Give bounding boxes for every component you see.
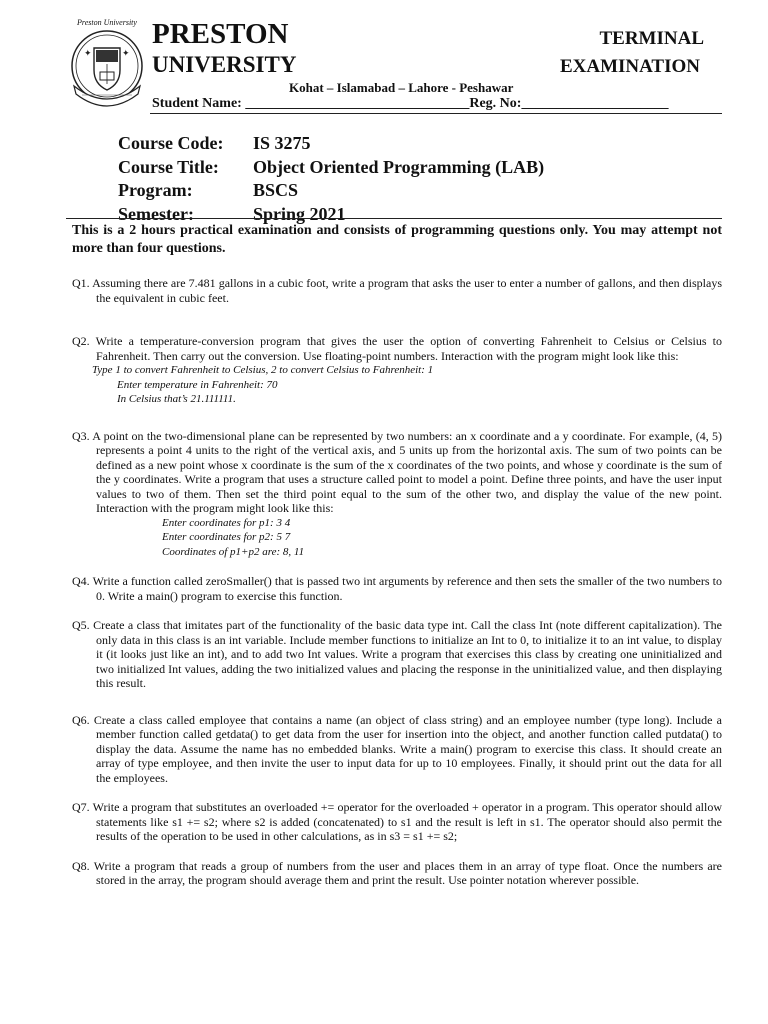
sample-output-line: In Celsius that’s 21.111111. — [117, 393, 236, 405]
question-text: Create a class called employee that contains a name (an object of class string) and an employee number (type long). Include a member function called getdata() to get data from the user for insertion into the object, and another function called putdata() to display the data. Assume the name has no embedded blanks. Write a main() program to exercise this class. It should create an array of type employee, and then invite the user to input data for up to 10 employees. Finally, it should print out the data for all the employees. — [93, 712, 723, 785]
course-code-value: IS 3275 — [253, 133, 311, 153]
question-6 — [72, 713, 722, 786]
question-4 — [72, 574, 722, 603]
question-1 — [72, 276, 722, 305]
course-title-label: Course Title: — [118, 156, 219, 177]
question-8 — [72, 859, 722, 888]
logo-caption: Preston University — [77, 18, 137, 27]
question-text: Write a temperature-conversion program that gives the user the option of converting Fahrenheit to Celsius or Celsius to Fahrenheit. Then carry out the conversion. Use floating-point numbers. Interaction with the program might look like this: — [95, 334, 722, 363]
question-text: Write a function called zeroSmaller() that is passed two int arguments by reference and then sets the smaller of the two numbers to 0. Write a main() program to exercise this function. — [92, 574, 722, 603]
brand-name-preston: PRESTON — [152, 18, 289, 50]
brand-name-university: UNIVERSITY — [152, 52, 297, 77]
exam-instructions: This is a 2 hours practical examination and consists of programming questions only. You may attempt not more than four questions. — [72, 223, 722, 256]
exam-type-line1: TERMINAL — [599, 28, 704, 49]
question-text: A point on the two-dimensional plane can be represented by two numbers: an x coordinate and a y coordinate. For example, (4, 5) represents a point 4 units to the right of the vertical axis, and 5 units up from the horizontal axis. The sum of two points can be defined as a new point whose x coordinate is the sum of the x coordinates of the two points, and whose y coordinate is the sum of the y coordinates. Write a program that uses a structure called point to model a point. Define three points, and have the user input values to two of them. Then set the third point equal to the sum of the other two, and display the value of the new point. Interaction with the program might look like this: — [92, 428, 722, 515]
student-name-field: ________________________________ — [245, 96, 470, 111]
sample-output-line: Enter temperature in Fahrenheit: 70 — [117, 378, 278, 391]
reg-no-field: _____________________ — [521, 96, 669, 111]
question-2 — [72, 334, 722, 407]
svg-text:✦: ✦ — [84, 48, 92, 58]
question-number: Q7. — [72, 800, 90, 814]
question-number: Q2. — [72, 334, 90, 348]
question-number: Q8. — [72, 858, 90, 873]
course-title-row — [118, 156, 544, 180]
question-3 — [72, 429, 722, 560]
question-number: Q5. — [72, 618, 90, 632]
question-text: Write a program that substitutes an overloaded += operator for the overloaded + operator in a program. This operator should allow statements like s1 += s2; where s2 is added (concatenated) to s1 and the result is left in s1. The operator should also permit the results of the operation to be used in other calculations, as in s3 = s1 += s2; — [92, 800, 722, 843]
semester-label: Semester: — [118, 203, 194, 224]
program-label: Program: — [118, 180, 193, 200]
question-text: Create a class that imitates part of the functionality of the basic data type int. Call the class Int (note different capitalization). The only data in this class is an int variable. Include member functions to initialize an Int to 0, to initialize it to an int value, to display it (it looks just like an int), and to add two Int values. Write a program that exercises this class by creating one uninitialized and two initialized Int values, adding the two initialized values and placing the response in the uninitialized value, and then displaying this result. — [93, 618, 723, 690]
sample-output-line: Coordinates of p1+p2 are: 8, 11 — [162, 545, 305, 558]
question-text: Assuming there are 7.481 gallons in a cubic foot, write a program that asks the user to enter a number of gallons, and then displays the equivalent in cubic feet. — [92, 276, 723, 305]
svg-text:✦: ✦ — [122, 48, 130, 58]
sample-output-line: Enter coordinates for p1: 3 4 — [162, 516, 291, 529]
course-code-label: Course Code: — [118, 133, 224, 153]
student-info-line — [152, 96, 668, 112]
header-divider — [150, 113, 722, 114]
university-logo — [66, 18, 148, 110]
question-text: Write a program that reads a group of numbers from the user and places them in an array of type float. Once the numbers are stored in the array, the program should average them and print the result. Use pointer notation wherever possible. — [93, 858, 722, 887]
question-number: Q3. — [72, 428, 90, 443]
question-7 — [72, 800, 722, 844]
question-number: Q6. — [72, 712, 90, 727]
campus-list: Kohat – Islamabad – Lahore - Peshawar — [289, 80, 514, 95]
course-title-value: Object Oriented Programming (LAB) — [253, 156, 545, 177]
course-code-row — [118, 132, 544, 156]
student-name-label: Student Name: — [152, 96, 242, 111]
question-list — [72, 276, 722, 888]
course-info — [118, 132, 544, 226]
sample-output-line: Enter coordinates for p2: 5 7 — [162, 531, 291, 543]
sample-output-line: Type 1 to convert Fahrenheit to Celsius, 2 to convert Celsius to Fahrenheit: 1 — [92, 364, 434, 376]
question-5 — [72, 618, 722, 691]
exam-type-line2: EXAMINATION — [559, 56, 700, 77]
program-row — [118, 179, 544, 203]
info-divider — [66, 218, 722, 219]
semester-value: Spring 2021 — [253, 203, 346, 224]
reg-no-label: Reg. No: — [469, 96, 522, 111]
question-number: Q1. — [72, 276, 90, 290]
program-value: BSCS — [253, 180, 299, 200]
question-number: Q4. — [72, 574, 90, 588]
university-crest-icon — [68, 26, 146, 110]
